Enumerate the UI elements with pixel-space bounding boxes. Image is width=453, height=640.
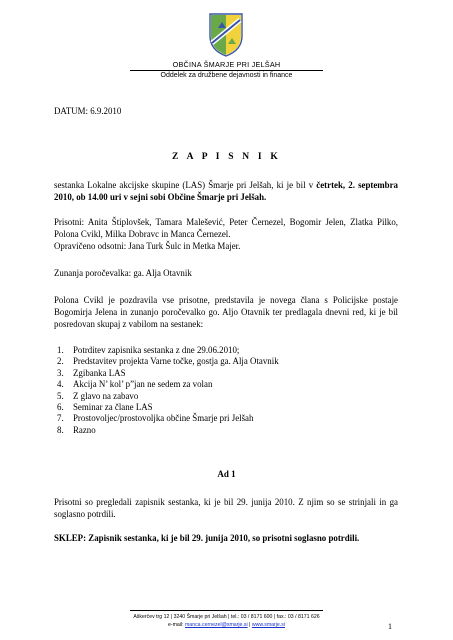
intro-bold-text: četrtek, 2. septembra 2010, ob 14.00 uri v sejni sobi Občine Šmarje pri Jelšah. <box>54 180 398 202</box>
municipality-name: OBČINA ŠMARJE PRI JELŠAH <box>172 60 281 69</box>
agenda-item-number: 8. <box>57 424 64 435</box>
agenda-item-text: Seminar za člane LAS <box>73 402 153 413</box>
section-heading-ad1: Ad 1 <box>217 469 236 479</box>
agenda-item <box>54 402 398 413</box>
agenda-item-number: 4. <box>57 379 64 390</box>
page-footer <box>130 610 323 629</box>
section-summary: Prisotni so pregledali zapisnik sestanka, ki je bil 29. junija 2010. Z njim so se strinjali in ga soglasno potrdili. <box>54 497 398 519</box>
document-title: Z A P I S N I K <box>172 152 281 162</box>
agenda-item-text: Potrditev zapisnika sestanka z dne 29.06.2010; <box>73 345 240 355</box>
agenda-item-text: Prostovoljec/prostovoljka občine Šmarje pri Jelšah <box>73 413 254 424</box>
agenda-item <box>54 368 398 379</box>
agenda-item-number: 1. <box>57 345 64 355</box>
agenda-item <box>54 425 398 436</box>
agenda-item-text: Predstavitev projekta Varne točke, gostja ga. Alja Otavnik <box>73 356 279 367</box>
agenda-item-number: 7. <box>57 413 64 424</box>
department-name: Oddelek za družbene dejavnosti in finance <box>130 70 323 79</box>
agenda-item-text: Akcija N’ kol’ p”jan ne sedem za volan <box>73 379 213 390</box>
excused-list: Opravičeno odsotni: Jana Turk Šulc in Metka Majer. <box>54 241 241 251</box>
website-link[interactable]: www.smarje.si <box>251 622 286 628</box>
email-link[interactable]: manca.cernezel@smarje.si <box>184 622 248 628</box>
agenda-item-number: 5. <box>57 390 64 401</box>
agenda-item-text: Z glavo na zabavo <box>73 390 139 401</box>
email-label: e-mail: <box>167 622 185 628</box>
opening-paragraph: Polona Cvikl je pozdravila vse prisotne, predstavila je novega člana s Policijske postaje Bogomirja Jelena in zunanjo poročevalko go. Aljo Otavnik ter predlagala dnevni red, ki je bil posredovan skupaj z vabilom na sestanek: <box>54 295 398 329</box>
agenda-item <box>54 356 398 367</box>
footer-separator: | <box>247 622 252 628</box>
agenda-list <box>54 345 398 436</box>
agenda-item-text: Zgibanka LAS <box>73 367 126 378</box>
meeting-intro <box>54 179 398 203</box>
document-date: DATUM: 6.9.2010 <box>54 106 122 116</box>
intro-text: sestanka Lokalne akcijske skupine (LAS) Šmarje pri Jelšah, ki je bil v <box>54 180 317 190</box>
agenda-item <box>54 413 398 424</box>
agenda-item-number: 6. <box>57 402 64 413</box>
municipal-crest-icon <box>208 10 244 58</box>
agenda-item <box>54 391 398 402</box>
agenda-item-number: 2. <box>57 356 64 367</box>
present-list: Prisotni: Anita Štiplovšek, Tamara Malešević, Peter Černezel, Bogomir Jelen, Zlatka Pilko, Polona Cvikl, Milka Dobravc in Manca Černezel. <box>54 217 398 239</box>
attendance-block <box>54 216 398 252</box>
agenda-item-text: Razno <box>73 424 96 435</box>
decision-statement: SKLEP: Zapisnik sestanka, ki je bil 29. junija 2010, so prisotni soglasno potrdili. <box>54 533 360 543</box>
page-number: 1 <box>388 622 392 631</box>
footer-address: Aškerčev trg 12 | 3240 Šmarje pri Jelšah | tel.: 03 / 8171 600 | fax.: 03 / 8171 626 <box>133 614 320 620</box>
footer-contact <box>130 621 323 629</box>
agenda-item-number: 3. <box>57 367 64 378</box>
agenda-item <box>54 379 398 390</box>
agenda-item <box>54 345 398 356</box>
guest-reporter: Zunanja poročevalka: ga. Alja Otavnik <box>54 268 192 278</box>
